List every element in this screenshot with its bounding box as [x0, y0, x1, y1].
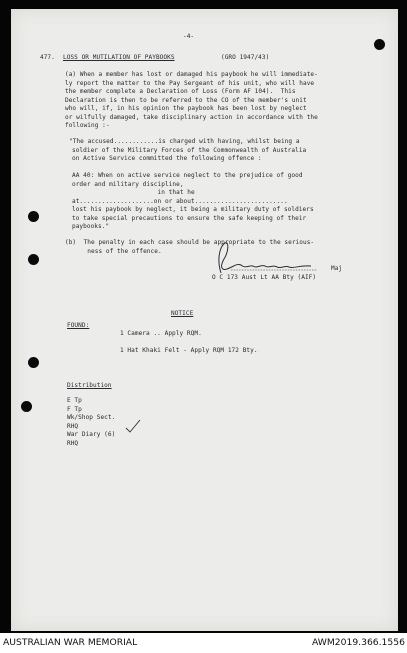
- charge-aa-line: to take special precautions to ensure the safe keeping of their: [72, 214, 307, 222]
- footer-source: AUSTRALIAN WAR MEMORIAL: [3, 637, 138, 648]
- punch-hole: [28, 211, 39, 222]
- para-b-line: ness of the offence.: [65, 247, 162, 255]
- found-label: FOUND:: [67, 322, 90, 329]
- charge-aa-line: AA 40: When on active service neglect to the prejudice of good: [72, 172, 303, 179]
- item-number: 477.: [40, 54, 55, 61]
- charge-aa-line: lost his paybook by neglect, it being a military duty of soldiers: [72, 206, 314, 213]
- para-a-line: Declaration is then to be referred to the CO of the member's unit: [65, 96, 307, 104]
- distribution-item: Wk/Shop Sect.: [67, 414, 116, 421]
- footer-accession-number: AWM2019.366.1556: [312, 637, 405, 648]
- found-item: 1 Camera .. Apply RQM.: [120, 330, 202, 337]
- distribution-item: War Diary (6): [67, 431, 116, 438]
- punch-hole: [28, 357, 39, 368]
- footer-bar: [0, 633, 407, 653]
- charge-aa-line: order and military discipline,: [72, 180, 184, 188]
- document-page: [11, 9, 398, 631]
- notice-heading: NOTICE: [171, 310, 194, 317]
- signature: [207, 239, 337, 279]
- punch-hole: [374, 39, 385, 50]
- signature-rank: Maj: [331, 265, 343, 272]
- para-a-line: who will, if, in his opinion the paybook has been lost by neglect: [65, 105, 307, 112]
- distribution-item: E Tp: [67, 397, 82, 404]
- distribution-heading: Distribution: [67, 382, 112, 389]
- charge-line: "The accused............is charged with having, whilst being a: [69, 138, 300, 145]
- para-b-line: (b) The penalty in each case should be appropriate to the serious-: [65, 239, 315, 246]
- charge-aa-line: paybooks.": [72, 223, 110, 230]
- page-number: -4-: [183, 33, 195, 40]
- para-a-line: ly report the matter to the Pay Sergeant of his unit, who will have: [65, 79, 315, 87]
- distribution-item: F Tp: [67, 405, 82, 413]
- distribution-item: RHQ: [67, 439, 79, 447]
- tick-mark: [124, 418, 142, 434]
- signature-title: O C 173 Aust Lt AA Bty (AIF): [212, 274, 317, 281]
- para-a-line: the member complete a Declaration of Loss (Form AF 104). This: [65, 88, 296, 95]
- punch-hole: [28, 254, 39, 265]
- punch-hole: [21, 401, 32, 412]
- distribution-item: RHQ: [67, 422, 79, 430]
- charge-aa-line: in that he: [72, 189, 195, 196]
- charge-line: soldier of the Military Forces of the Commonwealth of Australia: [72, 146, 307, 154]
- charge-line: on Active Service committed the following offence :: [72, 155, 262, 162]
- found-item: 1 Hat Khaki Felt - Apply RQM 172 Bty.: [120, 347, 258, 354]
- heading-reference: (GRO 1947/43): [221, 54, 270, 61]
- section-heading: LOSS OR MUTILATION OF PAYBOOKS: [63, 54, 175, 61]
- para-a-line: or wilfully damaged, take disciplinary action in accordance with the: [65, 113, 318, 121]
- para-a-line: (a) When a member has lost or damaged his paybook he will immediate-: [65, 71, 318, 78]
- para-a-line: following :-: [65, 122, 110, 129]
- charge-aa-line: at....................on or about.........................: [72, 197, 288, 205]
